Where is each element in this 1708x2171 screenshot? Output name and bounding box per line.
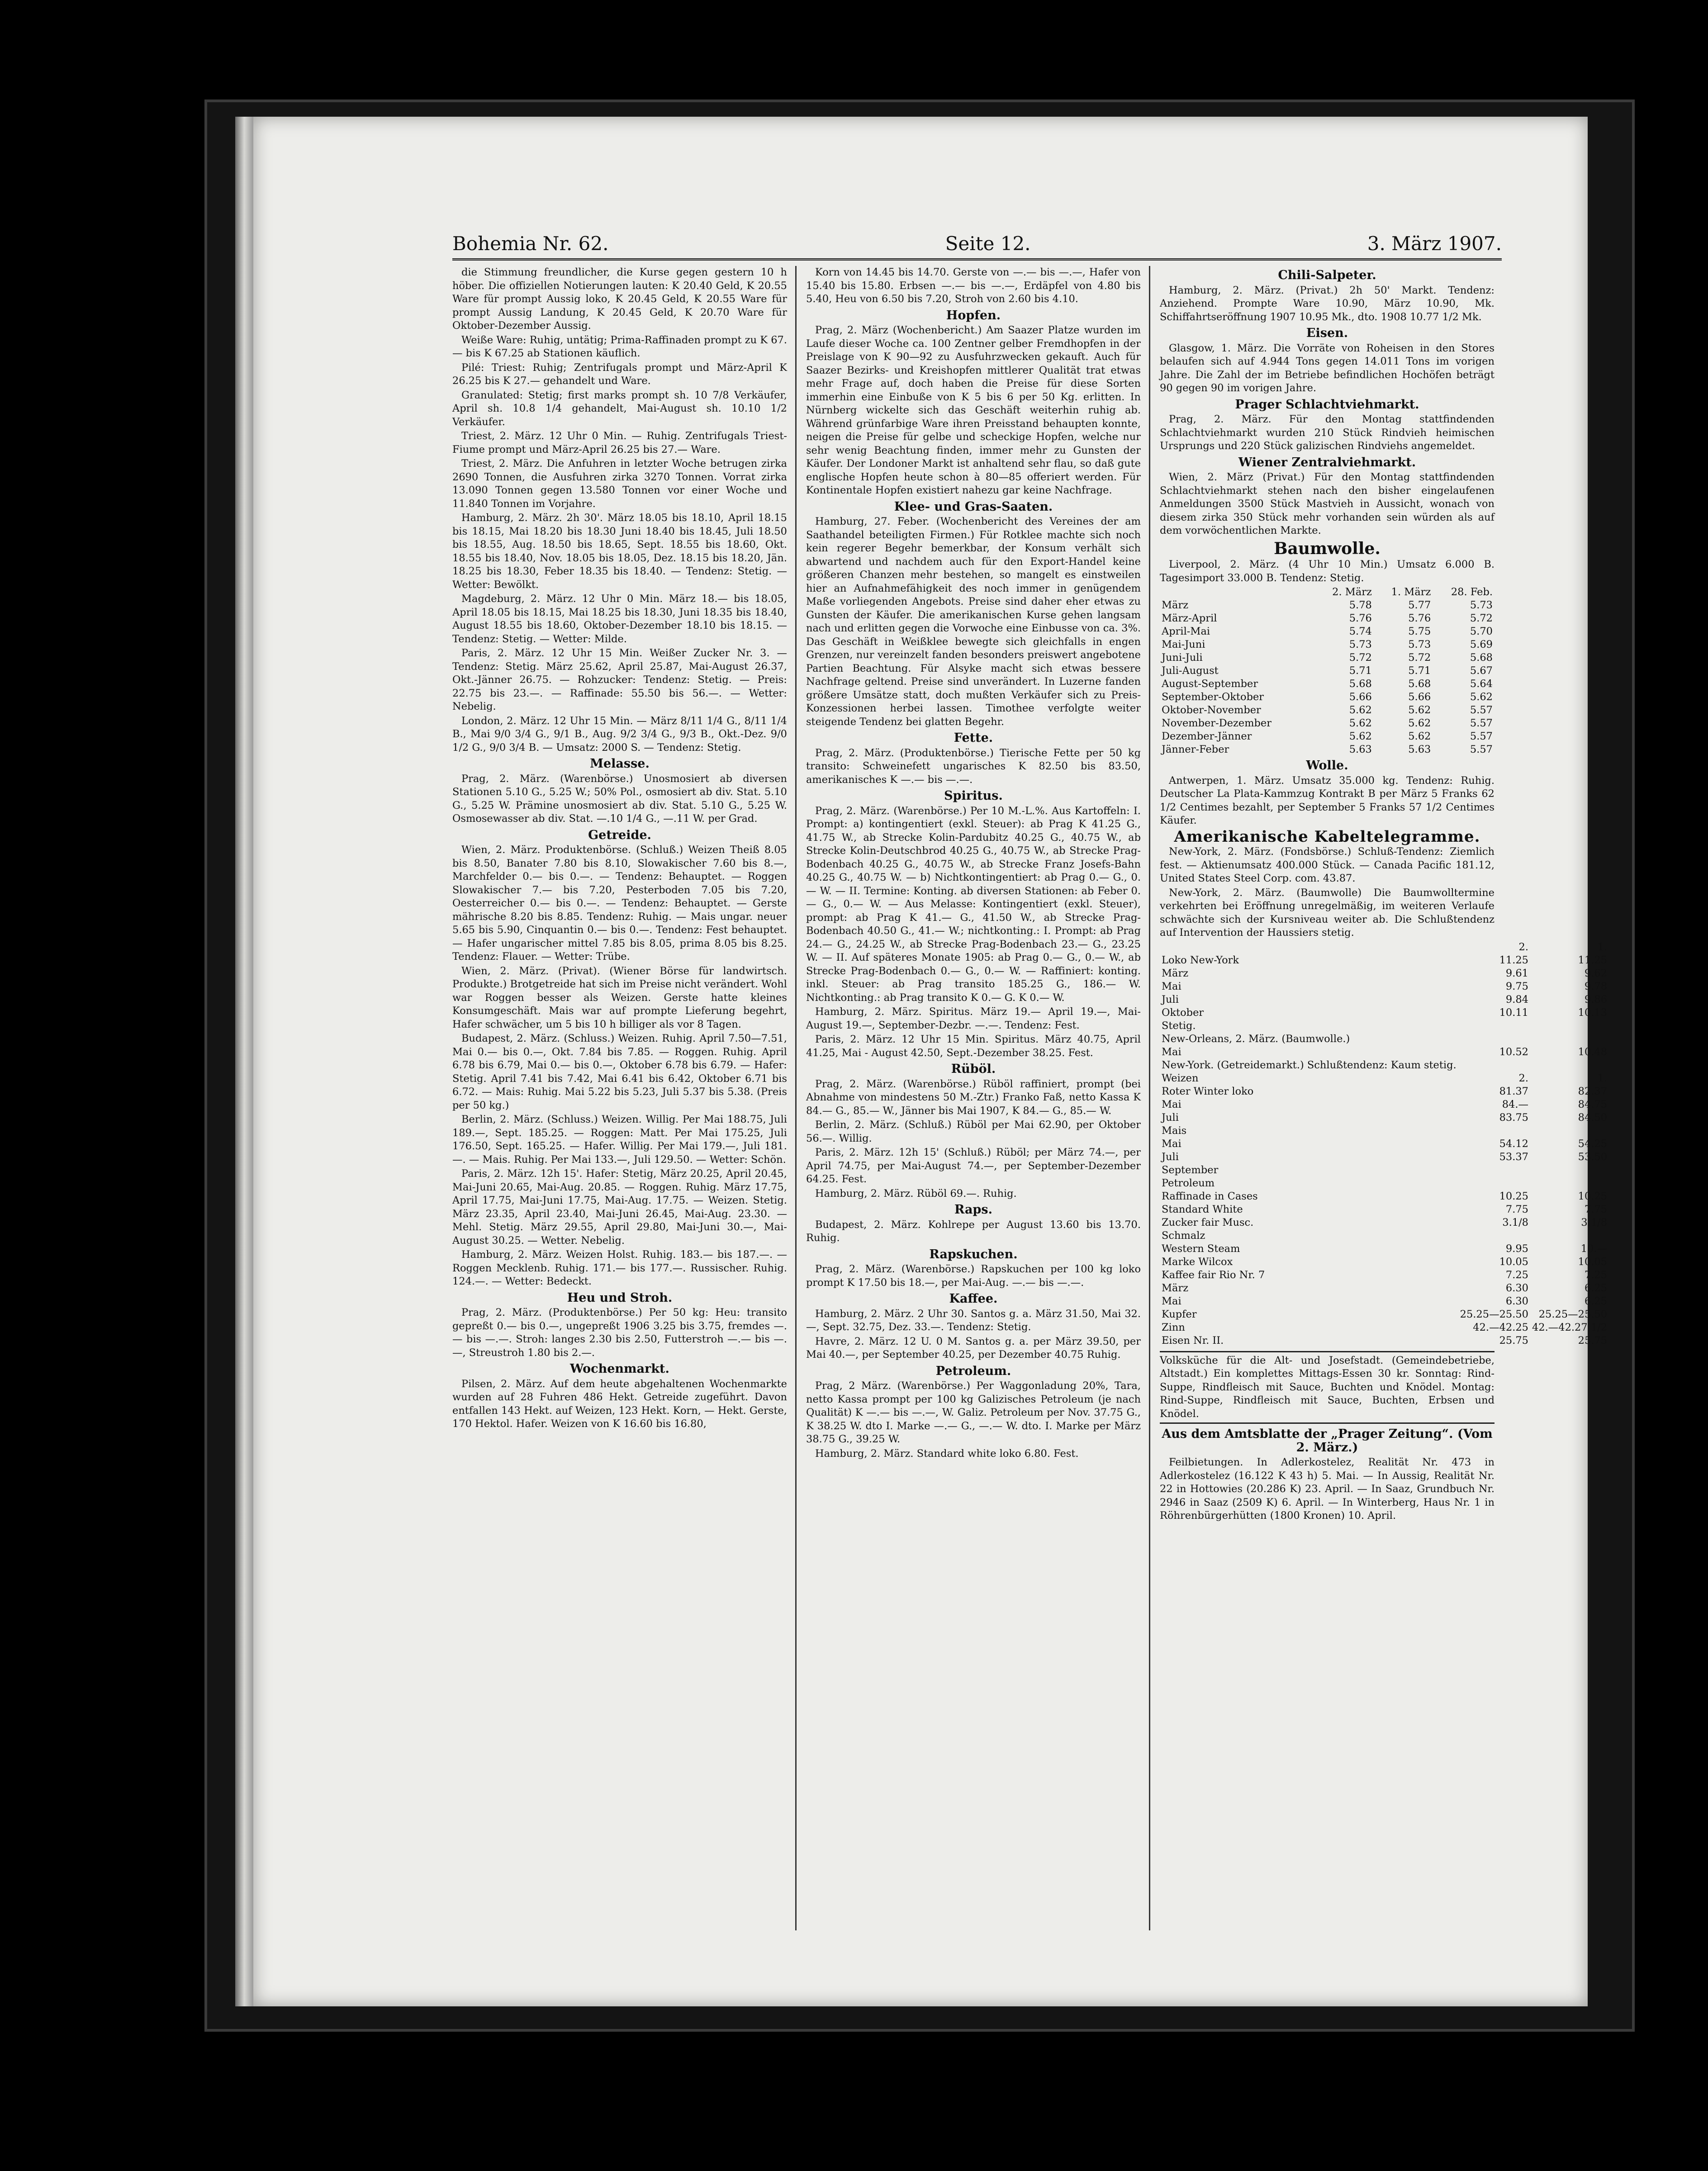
quote-value bbox=[1530, 1124, 1609, 1138]
quote-value: 5.73 bbox=[1470, 599, 1493, 611]
table-row bbox=[1160, 1334, 1609, 1347]
quote-value: 25.25—25.50 bbox=[1460, 1308, 1528, 1320]
row-label: Roter Winter loko bbox=[1162, 1085, 1254, 1097]
article-paragraph: Prag, 2 März. (Warenbörse.) Per Waggonladung 20%, Tara, netto Kassa prompt per 100 kg Galizisches Petroleum (je nach Qualität) K —.— bis —.—, W. Galiz. Petroleum per Nov. 37.75 G., K 38.25 W. dto I. Marke —.— G., —.— W. dto. I. Marke per März 38.75 G., 39.25 W. bbox=[806, 1380, 1141, 1445]
row-label: Western Steam bbox=[1162, 1242, 1240, 1255]
quote-value: 11.25 bbox=[1578, 954, 1608, 966]
quote-value: 54.25 bbox=[1578, 1138, 1608, 1150]
column-3 bbox=[1160, 266, 1608, 1930]
quote-value: 9.84 bbox=[1505, 993, 1528, 1005]
section-heading: Getreide. bbox=[588, 828, 651, 842]
section-heading: Kaffee. bbox=[949, 1292, 998, 1306]
row-label: Dezember-Jänner bbox=[1162, 730, 1252, 742]
article-paragraph: Triest, 2. März. 12 Uhr 0 Min. — Ruhig. Zentrifugals Triest-Fiume prompt und März-April 26.25 bis 27.— Ware. bbox=[452, 430, 787, 455]
quote-value bbox=[1458, 1124, 1530, 1138]
row-label: Mai bbox=[1162, 1046, 1181, 1058]
quote-value: 6.25 bbox=[1584, 1295, 1608, 1307]
table-row bbox=[1160, 1072, 1609, 1085]
article-paragraph: Weiße Ware: Ruhig, untätig; Prima-Raffinaden prompt zu K 67.— bis K 67.25 ab Stationen käuflich. bbox=[452, 334, 787, 359]
article-paragraph: Havre, 2. März. 12 U. 0 M. Santos g. a. per März 39.50, per Mai 40.—, per September 40.25, per Dezember 40.75 Ruhig. bbox=[806, 1335, 1141, 1360]
row-label: Jänner-Feber bbox=[1162, 744, 1229, 755]
quote-value: 3.1/8 bbox=[1581, 1216, 1608, 1228]
quote-value: 7.75 bbox=[1584, 1203, 1608, 1215]
quote-value: 54.12 bbox=[1499, 1138, 1528, 1150]
table-row bbox=[1160, 993, 1609, 1006]
quote-value bbox=[1530, 1229, 1609, 1242]
article-paragraph: Pilsen, 2. März. Auf dem heute abgehaltenen Wochenmarkte wurden auf 28 Fuhren 486 Hekt. Getreide zugeführt. Davon entfallen 143 Hekt. auf Weizen, 123 Hekt. Korn, — Hekt. Gerste, 170 Hektol. Hafer. Weizen von K 16.60 bis 16.80, bbox=[452, 1378, 787, 1430]
row-label: Mais bbox=[1162, 1124, 1187, 1137]
section-heading: Wiener Zentralviehmarkt. bbox=[1238, 455, 1416, 469]
section-heading: Rüböl. bbox=[951, 1062, 996, 1076]
table-row bbox=[1160, 1242, 1609, 1256]
quote-value: 9.95 bbox=[1505, 1242, 1528, 1255]
quote-value: 84.50 bbox=[1578, 1111, 1608, 1123]
quote-value: 7.75 bbox=[1505, 1203, 1528, 1215]
quote-value bbox=[1458, 1019, 1530, 1033]
section-heading: Klee- und Gras-Saaten. bbox=[894, 499, 1053, 514]
quote-value: 5.71 bbox=[1408, 665, 1431, 677]
article-paragraph: Prag, 2. März. (Warenbörse.) Unosmosiert ab diversen Stationen 5.10 G., 5.25 W.; 50% Pol., osmosiert ab div. Stat. 5.10 G., 5.25 W. Prämine unosmosiert ab div. Stat. 5.10 G., 5.25 W. Osmosewasser ab div. Stat. —.10 1/4 G., —.11 W. per Grad. bbox=[452, 773, 787, 825]
table-row bbox=[1160, 1203, 1609, 1216]
table-header-row bbox=[1160, 586, 1494, 599]
article-paragraph: Hamburg, 2. März. Standard white loko 6.80. Fest. bbox=[815, 1447, 1079, 1460]
quote-value: 84.75 bbox=[1578, 1098, 1608, 1110]
quote-value: 5.67 bbox=[1470, 665, 1493, 677]
quote-value: 5.62 bbox=[1349, 730, 1372, 742]
table-row bbox=[1160, 1190, 1609, 1203]
american-quotes-table bbox=[1160, 941, 1609, 1347]
issue-date: 3. März 1907. bbox=[1367, 232, 1502, 255]
row-label: März-April bbox=[1162, 612, 1217, 624]
row-label: Zinn bbox=[1162, 1321, 1185, 1333]
article-paragraph: Triest, 2. März. Die Anfuhren in letzter Woche betrugen zirka 2690 Tonnen, die Ausfuhren zirka 3270 Tonnen. Vorrat zirka 13.090 Tonnen gegen 13.580 Tonnen vor einer Woche und 11.840 Tonnen im Vorjahre. bbox=[452, 458, 787, 510]
row-label: New-York. (Getreidemarkt.) Schlußtendenz: Kaum stetig. bbox=[1162, 1059, 1457, 1071]
quote-value: 25.75 bbox=[1578, 1334, 1608, 1346]
quote-value: 5.76 bbox=[1349, 612, 1372, 624]
masthead-left: Bohemia Nr. 62. bbox=[452, 232, 609, 255]
quote-value: 10.13 bbox=[1578, 1006, 1608, 1019]
quote-value: 5.71 bbox=[1349, 665, 1372, 677]
article-paragraph: Hamburg, 2. März. 2 Uhr 30. Santos g. a. März 31.50, Mai 32.—, Sept. 32.75, Dez. 33.—. Tendenz: Stetig. bbox=[806, 1308, 1141, 1333]
article-paragraph: Prag, 2. März. (Produktenbörse.) Tierische Fette per 50 kg transito: Schweinefett ungarisches K 82.50 bis 83.50, amerikanisches K —.— bis —.—. bbox=[806, 747, 1141, 786]
quote-value: 10.25 bbox=[1499, 1190, 1528, 1202]
article-paragraph: Hamburg, 27. Feber. (Wochenbericht des Vereines der am Saathandel beteiligten Firmen.) Für Rotklee machte sich noch kein regerer Begehr bemerkbar, der Konsum verhält sich abwartend und nachdem auch für den Export-Handel keine größeren Chanzen mehr bestehen, so mangelt es einstweilen hier an Aufnahmefähigkeit des noch immer in genügendem Maße vorliegenden Angebots. Preise sind daher eher etwas zu Gunsten der Käufer. Die amerikanischen Kurse gehen langsam nach und erlitten gegen die Vorwoche eine Einbusse von ca. 3%. Das Geschäft in Weißklee bewegte sich gleichfalls in engen Grenzen, nur vereinzelt fanden besonders preiswert angebotene Partien Beachtung. Für Alsyke macht sich etwas bessere Nachfrage geltend. Preise sind unverändert. In Luzerne fanden größere Umsätze statt, doch mußten Verkäufer sich zu Preis-Konzessionen herbei lassen. Timothee verfolgte weiter steigende Tendenz bei glatten Begehr. bbox=[806, 516, 1141, 728]
quote-value: 6.30 bbox=[1505, 1282, 1528, 1294]
table-row bbox=[1160, 1059, 1609, 1072]
section-heading: Rapskuchen. bbox=[929, 1247, 1018, 1261]
article-paragraph: Korn von 14.45 bis 14.70. Gerste von —.— bis —.—, Hafer von 15.40 bis 15.80. Erbsen —.— bis —.—, Erdäpfel von 4.80 bis 5.40, Heu von 6.50 bis 7.20, Stroh von 2.60 bis 4.10. bbox=[806, 266, 1141, 305]
table-header-row bbox=[1160, 941, 1609, 954]
column-2 bbox=[806, 266, 1141, 1930]
section-heading: Wolle. bbox=[1306, 758, 1348, 773]
quote-value: 9.75 bbox=[1505, 980, 1528, 992]
page-header bbox=[452, 223, 1502, 261]
section-heading: Heu und Stroh. bbox=[567, 1290, 673, 1305]
table-row bbox=[1160, 1177, 1609, 1190]
article-paragraph: Glasgow, 1. März. Die Vorräte von Roheisen in den Stores belaufen sich auf 4.944 Tons gegen 14.011 Tons im vorigen Jahre. Die Zahl der im Betriebe befindlichen Hochöfen beträgt 90 gegen 90 im vorigen Jahre. bbox=[1160, 342, 1494, 394]
quote-value: 5.77 bbox=[1408, 599, 1431, 611]
article-paragraph: Prag, 2. März. (Warenbörse.) Per 10 M.-L.%. Aus Kartoffeln: I. Prompt: a) kontingentiert (exkl. Steuer): ab Prag K 41.25 G., 41.75 W., ab Strecke Kolin-Pardubitz 40.25 G., 40.75 W., ab Strecke Kolin-Deutschbrod 40.25 G., 40.75 W., ab Strecke Prag-Bodenbach 40.25 G., 40.75 W., ab Strecke Franz Josefs-Bahn 40.25 G., 40.75 W. — b) Nichtkontingentiert: ab Prag 0.— G., 0.— W. — II. Termine: Konting. ab diversen Stationen: ab Feber 0.— G., 0.— W. — Aus Melasse: Kontingentiert (exkl. Steuer), prompt: ab Prag K 41.— G., 41.50 W., ab Strecke Prag-Bodenbach 40.50 G., 41.— W.; nichtkonting.: I. Prompt: ab Prag 24.— G., 24.25 W., ab Strecke Prag-Bodenbach 23.— G., 23.25 W. — II. Auf späteres Monate 1905: ab Prag 0.— G., 0.— W., ab Strecke Prag-Bodenbach 0.— G., 0.— W. — Raffiniert: konting. inkl. Steuer: ab Prag transito 185.25 G., 186.— W. Nichtkonting.: ab Prag transito K 0.— G. K 0.— W. bbox=[806, 805, 1141, 1004]
quote-value: 9.62 bbox=[1584, 967, 1608, 979]
table-row bbox=[1160, 743, 1494, 756]
quote-value: 2. bbox=[1518, 1072, 1528, 1084]
quote-value: 9.61 bbox=[1505, 967, 1528, 979]
newspaper-page bbox=[253, 117, 1608, 2006]
quote-value bbox=[1458, 1033, 1530, 1046]
article-paragraph: London, 2. März. 12 Uhr 15 Min. — März 8/11 1/4 G., 8/11 1/4 B., Mai 9/0 3/4 G., 9/1 B., Aug. 9/2 3/4 G., 9/3 B., Okt.-Dez. 9/0 1/2 G., 9/0 3/4 B. — Umsatz: 2000 S. — Tendenz: Stetig. bbox=[452, 715, 787, 754]
table-row bbox=[1160, 967, 1609, 980]
quote-value: 5.68 bbox=[1470, 652, 1493, 664]
table-row bbox=[1160, 1138, 1609, 1151]
quote-value: 5.74 bbox=[1349, 626, 1372, 637]
row-label: Eisen Nr. II. bbox=[1162, 1334, 1224, 1346]
column-rule bbox=[795, 266, 797, 1930]
quote-value bbox=[1530, 1164, 1609, 1177]
row-label: Raffinade in Cases bbox=[1162, 1190, 1258, 1202]
column-header: 1. bbox=[1597, 941, 1608, 953]
article-paragraph: Antwerpen, 1. März. Umsatz 35.000 kg. Tendenz: Ruhig. Deutscher La Plata-Kammzug Kontrakt B per März 5 Franks 62 1/2 Centimes bezahlt, per September 5 Franks 57 1/2 Centimes Käufer. bbox=[1160, 774, 1494, 826]
quote-value: 5.68 bbox=[1408, 678, 1431, 690]
row-label: Standard White bbox=[1162, 1203, 1243, 1215]
quote-value: 10.05 bbox=[1499, 1256, 1528, 1268]
quote-value: 5.72 bbox=[1470, 612, 1493, 624]
quote-value: 9.78 bbox=[1584, 980, 1608, 992]
section-heading: Aus dem Amtsblatte der „Prager Zeitung“. (Vom 2. März.) bbox=[1162, 1427, 1493, 1455]
row-label: April-Mai bbox=[1162, 626, 1210, 637]
quote-value bbox=[1530, 1177, 1609, 1190]
table-row bbox=[1160, 730, 1494, 743]
quote-value: 10.48 bbox=[1578, 1046, 1608, 1058]
quote-value: 3.1/8 bbox=[1502, 1216, 1528, 1228]
table-row bbox=[1160, 1216, 1609, 1229]
article-paragraph: Hamburg, 2. März. Rüböl 69.—. Ruhig. bbox=[815, 1187, 1017, 1199]
column-header: 2. bbox=[1518, 941, 1528, 953]
article-paragraph: Paris, 2. März. 12h 15' (Schluß.) Rüböl; per März 74.—, per April 74.75, per Mai-August 74.—, per September-Dezember 64.25. Fest. bbox=[806, 1147, 1141, 1185]
column-3-top bbox=[1160, 269, 1494, 585]
article-paragraph: Hamburg, 2. März. 2h 30'. März 18.05 bis 18.10, April 18.15 bis 18.15, Mai 18.20 bis 18.30 Juni 18.40 bis 18.45, Juli 18.50 bis 18.55, Aug. 18.50 bis 18.65, Sept. 18.55 bis 18.60, Okt. 18.55 bis 18.40, Nov. 18.05 bis 18.05, Dez. 18.15 bis 18.20, Jän. 18.25 bis 18.30, Feber 18.35 bis 18.40. — Tendenz: Stetig. — Wetter: Bewölkt. bbox=[452, 512, 787, 591]
quote-value: 5.62 bbox=[1408, 730, 1431, 742]
row-label: Oktober bbox=[1162, 1006, 1204, 1019]
table-row bbox=[1160, 651, 1494, 664]
row-label: September-Oktober bbox=[1162, 691, 1264, 703]
row-label: Juni-Juli bbox=[1162, 652, 1203, 664]
row-label: August-September bbox=[1162, 678, 1258, 690]
section-heading: Melasse. bbox=[590, 757, 650, 771]
article-paragraph: Wien, 2. März (Privat.) Für den Montag stattfindenden Schlachtviehmarkt stehen nach den bisher eingelaufenen Anmeldungen 3500 Stück Mastvieh in Aussicht, wonach von diesem zirka 350 Stück mehr vorhanden sein würden als auf dem vorwöchentlichen Markte. bbox=[1160, 471, 1494, 536]
quote-value: 5.73 bbox=[1349, 639, 1372, 650]
quote-value: 7.25 bbox=[1584, 1269, 1608, 1281]
table-row bbox=[1160, 599, 1494, 612]
quote-value: 6.25 bbox=[1584, 1282, 1608, 1294]
article-paragraph: Prag, 2. März (Wochenbericht.) Am Saazer Platze wurden im Laufe dieser Woche ca. 100 Zentner gelber Fremdhopfen in der Preislage von K 90—92 zu Ausfuhrzwecken gekauft. Auch für Saazer Bezirks- und Kreishopfen mittlerer Qualität trat etwas mehr Frage auf, doch haben die Preise für diese Sorten immerhin eine Einbuße von K 5 bis 6 per 50 Kg. erlitten. In Nürnberg wickelte sich das Geschäft weiterhin ruhig ab. Während grünfarbige Ware ihren Preisstand behaupten konnte, neigen die Preise für gelbe und scheckige Hopfen, welche nur sehr wenig Beachtung finden, immer mehr zu Gunsten der Käufer. Der Londoner Markt ist anhaltend sehr flau, so daß gute englische Hopfen heute schon à 80—85 offeriert werden. Für Kontinentale Hopfen existiert nahezu gar keine Nachfrage. bbox=[806, 324, 1141, 496]
table-row bbox=[1160, 1006, 1609, 1019]
liverpool-cotton-table bbox=[1160, 586, 1494, 756]
quote-value: 5.68 bbox=[1349, 678, 1372, 690]
quote-value: 5.63 bbox=[1408, 744, 1431, 755]
table-row bbox=[1160, 1229, 1609, 1242]
article-paragraph: Berlin, 2. März. (Schluß.) Rüböl per Mai 62.90, per Oktober 56.—. Willig. bbox=[806, 1119, 1141, 1144]
quote-value: 5.75 bbox=[1408, 626, 1431, 637]
table-row bbox=[1160, 1321, 1609, 1334]
quote-value: 5.72 bbox=[1408, 652, 1431, 664]
quote-value: 10.52 bbox=[1499, 1046, 1528, 1058]
row-label: Zucker fair Musc. bbox=[1162, 1216, 1254, 1228]
article-paragraph: Budapest, 2. März. (Schluss.) Weizen. Ruhig. April 7.50—7.51, Mai 0.— bis 0.—, Okt. 7.84 bis 7.85. — Roggen. Ruhig. April 6.78 bis 6.79, Mai 0.— bis 0.—, Oktober 6.78 bis 6.79. — Hafer: Stetig. April 7.41 bis 7.42, Mai 6.41 bis 6.42, Oktober 6.71 bis 6.72. — Mais: Ruhig. Mai 5.22 bis 5.23, Juli 5.37 bis 5.38. (Preis per 50 kg.) bbox=[452, 1033, 787, 1111]
quote-value: 10.11 bbox=[1499, 1006, 1528, 1019]
table-row bbox=[1160, 1046, 1609, 1059]
quote-value: 5.62 bbox=[1408, 717, 1431, 729]
table-row bbox=[1160, 1308, 1609, 1321]
row-label: Mai-Juni bbox=[1162, 639, 1205, 650]
row-label: New-Orleans, 2. März. (Baumwolle.) bbox=[1162, 1033, 1350, 1045]
table-row bbox=[1160, 1111, 1609, 1124]
quote-value: 5.62 bbox=[1408, 704, 1431, 716]
table-row bbox=[1160, 612, 1494, 625]
article-paragraph: New-York, 2. März. (Fondsbörse.) Schluß-Tendenz: Ziemlich fest. — Aktienumsatz 400.000 Stück. — Canada Pacific 181.12, United States Steel Corp. com. 43.87. bbox=[1160, 846, 1494, 884]
table-row bbox=[1160, 1019, 1609, 1033]
row-label: Kaffee fair Rio Nr. 7 bbox=[1162, 1269, 1265, 1281]
quote-value bbox=[1458, 1177, 1530, 1190]
table-row bbox=[1160, 638, 1494, 651]
quote-value: 5.63 bbox=[1349, 744, 1372, 755]
quote-value bbox=[1458, 1164, 1530, 1177]
row-label: Stetig. bbox=[1162, 1019, 1196, 1032]
row-label: Juli bbox=[1162, 1151, 1179, 1163]
article-paragraph: Wien, 2. März. Produktenbörse. (Schluß.) Weizen Theiß 8.05 bis 8.50, Banater 7.80 bis 8.10, Slowakischer 7.60 bis 8.—, Marchfelder 0.— bis 0.—. — Tendenz: Behauptet. — Roggen Slowakischer 7.— bis 7.20, Pesterboden 7.05 bis 7.20, Oesterreicher 0.— bis 0.—. — Tendenz: Behauptet. — Gerste mährische 8.20 bis 8.85. Tendenz: Ruhig. — Mais ungar. neuer 5.65 bis 5.90, Cinquantin 0.— bis 0.—. Tendenz: Fest behauptet. — Hafer ungarischer mittel 7.85 bis 8.05, prima 8.05 bis 8.25. Tendenz: Flauer. — Wetter: Trübe. bbox=[452, 844, 787, 962]
notice-box: Volksküche für die Alt- und Josefstadt. (Gemeindebetriebe, Altstadt.) Ein komplettes Mittags-Essen 30 kr. Sonntag: Rind-Suppe, Rindfleisch mit Sauce, Buchten und Knödel. Montag: Rind-Suppe, Rindfleisch mit Sauce, Buchten, Erbsen und Knödel. bbox=[1160, 1351, 1494, 1424]
table-row bbox=[1160, 980, 1609, 993]
article-paragraph: Prag, 2. März. Für den Montag stattfindenden Schlachtviehmarkt wurden 210 Stück Rindvieh heimischen Ursprungs und 220 Stück galizischen Rindviehs angemeldet. bbox=[1160, 413, 1494, 452]
row-label: Loko New-York bbox=[1162, 954, 1239, 966]
quote-value: 5.73 bbox=[1408, 639, 1431, 650]
article-paragraph: Feilbietungen. In Adlerkostelez, Realität Nr. 473 in Adlerkostelez (16.122 K 43 h) 5. Mai. — In Aussig, Realität Nr. 22 in Hottowies (20.286 K) 23. April. — In Saaz, Grundbuch Nr. 2946 in Saaz (2509 K) 6. April. — In Winterberg, Haus Nr. 1 in Röhrenbürgerhütten (1800 Kronen) 10. April. bbox=[1160, 1456, 1494, 1522]
article-paragraph: Berlin, 2. März. (Schluss.) Weizen. Willig. Per Mai 188.75, Juli 189.—, Sept. 185.25. — Roggen: Matt. Per Mai 175.25, Juli 176.50, Sept. 165.25. — Hafer. Willig. Per Mai 179.—, Juli 181.—. — Mais. Ruhig. Per Mai 133.—, Juli 129.50. — Wetter: Schön. bbox=[452, 1114, 787, 1166]
quote-value: 5.62 bbox=[1349, 704, 1372, 716]
section-heading: Chili-Salpeter. bbox=[1278, 268, 1376, 282]
quote-value: 5.70 bbox=[1470, 626, 1493, 637]
quote-value: 10.25 bbox=[1578, 1190, 1608, 1202]
table-row bbox=[1160, 954, 1609, 967]
quote-value: 53.37 bbox=[1499, 1151, 1528, 1163]
article-paragraph: Magdeburg, 2. März. 12 Uhr 0 Min. März 18.— bis 18.05, April 18.05 bis 18.15, Mai 18.25 bis 18.30, Juni 18.35 bis 18.40, August 18.55 bis 18.60, Oktober-Dezember 18.10 bis 18.15. — Tendenz: Stetig. — Wetter: Milde. bbox=[452, 593, 787, 645]
section-heading: Petroleum. bbox=[935, 1364, 1011, 1378]
table-row bbox=[1160, 1164, 1609, 1177]
article-paragraph: Hamburg, 2. März. (Privat.) 2h 50' Markt. Tendenz: Anziehend. Prompte Ware 10.90, März 10.90, Mk. Schiffahrtseröffnung 1907 10.95 Mk., dto. 1908 10.77 1/2 Mk. bbox=[1160, 284, 1494, 323]
row-label: Weizen bbox=[1162, 1072, 1199, 1084]
quote-value: 5.64 bbox=[1470, 678, 1493, 690]
column-header: 2. März bbox=[1332, 586, 1372, 598]
article-paragraph: New-York, 2. März. (Baumwolle) Die Baumwolltermine verkehrten bei Eröffnung unregelmäßig, im weiteren Verlaufe schwächte sich der Kursniveau weiter ab. Die Schlußtendenz auf Intervention der Haussiers stetig. bbox=[1160, 886, 1494, 939]
row-label: März bbox=[1162, 599, 1189, 611]
quote-value: 5.66 bbox=[1408, 691, 1431, 703]
table-row bbox=[1160, 1033, 1609, 1046]
quote-value: 5.78 bbox=[1349, 599, 1372, 611]
table-row bbox=[1160, 1098, 1609, 1111]
section-heading: Fette. bbox=[954, 731, 993, 745]
table-row bbox=[1160, 1085, 1609, 1098]
row-label: November-Dezember bbox=[1162, 717, 1272, 729]
quote-value: 53.50 bbox=[1578, 1151, 1608, 1163]
quote-value: 5.57 bbox=[1470, 717, 1493, 729]
article-paragraph: Paris, 2. März. 12h 15'. Hafer: Stetig, März 20.25, April 20.45, Mai-Juni 20.65, Mai-Aug. 20.85. — Roggen. Ruhig. März 17.75, April 17.75, Mai-Juni 17.75, Mai-Aug. 17.75. — Weizen. Stetig. März 23.35, April 23.40, Mai-Juni 26.45, Mai-Aug. 23.30. — Mehl. Stetig. März 29.55, April 29.80, Mai-Juni 30.—, Mai-August 30.25. — Wetter. Nebelig. bbox=[452, 1168, 787, 1247]
row-label: Oktober-November bbox=[1162, 704, 1261, 716]
article-paragraph: Paris, 2. März. 12 Uhr 15 Min. Spiritus. März 40.75, April 41.25, Mai - August 42.50, Sept.-Dezember 38.25. Fest. bbox=[806, 1033, 1141, 1059]
table-row bbox=[1160, 691, 1494, 704]
row-label: März bbox=[1162, 967, 1189, 979]
quote-value: 81.37 bbox=[1499, 1085, 1528, 1097]
section-heading: Wochenmarkt. bbox=[570, 1362, 669, 1376]
article-paragraph: Prag, 2. März. (Warenbörse.) Rüböl raffiniert, prompt (bei Abnahme von mindestens 50 M.-Ztr.) Franko Faß, netto Kassa K 84.— G., 85.— W., Jänner bis Mai 1907, K 84.— G., 85.— W. bbox=[806, 1078, 1141, 1117]
quote-value bbox=[1530, 1059, 1609, 1072]
article-paragraph: Prag, 2. März. (Produktenbörse.) Per 50 kg: Heu: transito gepreßt 0.— bis 0.—, ungepreßt 1906 3.25 bis 3.75, fremdes —.— bis —.—. Stroh: langes 2.30 bis 2.50, Futterstroh —.— bis —.—, Streustroh 1.80 bis 2.—. bbox=[452, 1307, 787, 1359]
row-label: Kupfer bbox=[1162, 1308, 1197, 1320]
section-heading: Raps. bbox=[954, 1203, 993, 1217]
quote-value: 10.— bbox=[1580, 1242, 1608, 1255]
quote-value bbox=[1530, 1033, 1609, 1046]
table-row bbox=[1160, 717, 1494, 730]
table-row bbox=[1160, 1295, 1609, 1308]
section-heading: Spiritus. bbox=[944, 789, 1003, 803]
row-label: Mai bbox=[1162, 1295, 1181, 1307]
quote-value: 10.05 bbox=[1578, 1256, 1608, 1268]
quote-value: 83.75 bbox=[1499, 1111, 1528, 1123]
row-label: Schmalz bbox=[1162, 1229, 1205, 1242]
table-row bbox=[1160, 704, 1494, 717]
quote-value: 5.57 bbox=[1470, 744, 1493, 755]
row-label: Mai bbox=[1162, 1138, 1181, 1150]
article-paragraph: Budapest, 2. März. Kohlrepe per August 13.60 bis 13.70. Ruhig. bbox=[806, 1218, 1141, 1244]
article-paragraph: Pilé: Triest: Ruhig; Zentrifugals prompt und März-April K 26.25 bis K 27.— gehandelt und Ware. bbox=[452, 361, 787, 387]
row-label: Juli bbox=[1162, 1111, 1179, 1123]
quote-value: 7.25 bbox=[1505, 1269, 1528, 1281]
article-paragraph: Prag, 2. März. (Warenbörse.) Rapskuchen per 100 kg loko prompt K 17.50 bis 18.—, per Mai-Aug. —.— bis —.—. bbox=[806, 1263, 1141, 1289]
column-header bbox=[1160, 586, 1314, 599]
table-row bbox=[1160, 1269, 1609, 1282]
section-heading: Eisen. bbox=[1306, 326, 1348, 340]
quote-value: 5.69 bbox=[1470, 639, 1493, 650]
column-header: 1. März bbox=[1391, 586, 1431, 598]
section-heading: Hopfen. bbox=[946, 308, 1001, 322]
quote-value: 42.—42.27 1/2 bbox=[1532, 1321, 1608, 1333]
section-heading: Baumwolle. bbox=[1274, 539, 1381, 558]
table-row bbox=[1160, 625, 1494, 638]
row-label: Mai bbox=[1162, 980, 1181, 992]
column-3-bottom bbox=[1160, 1351, 1494, 1523]
article-paragraph: Hamburg, 2. März. Spiritus. März 19.— April 19.—, Mai-August 19.—, September-Dezbr. —.—. Tendenz: Fest. bbox=[806, 1006, 1141, 1031]
table-row bbox=[1160, 664, 1494, 678]
table-row bbox=[1160, 678, 1494, 691]
column-header: 28. Feb. bbox=[1451, 586, 1493, 598]
table-row bbox=[1160, 1151, 1609, 1164]
quote-value: 6.30 bbox=[1505, 1295, 1528, 1307]
row-label: März bbox=[1162, 1282, 1189, 1294]
row-label: Juli-August bbox=[1162, 665, 1219, 677]
quote-value: 5.57 bbox=[1470, 730, 1493, 742]
quote-value: 5.72 bbox=[1349, 652, 1372, 664]
table-row bbox=[1160, 1256, 1609, 1269]
table-row bbox=[1160, 1282, 1609, 1295]
quote-value: 5.57 bbox=[1470, 704, 1493, 716]
article-paragraph: Hamburg, 2. März. Weizen Holst. Ruhig. 183.— bis 187.—. — Roggen Mecklenb. Ruhig. 171.— bis 177.—. Russischer. Ruhig. 124.—. — Wetter: Bedeckt. bbox=[452, 1249, 787, 1287]
column-1 bbox=[452, 266, 787, 1930]
page-number: Seite 12. bbox=[945, 232, 1031, 255]
quote-value: 9.86 bbox=[1584, 993, 1608, 1005]
quote-value: 1. bbox=[1597, 1072, 1608, 1084]
column-header bbox=[1160, 941, 1458, 954]
quote-value: 5.62 bbox=[1470, 691, 1493, 703]
column-rule bbox=[1149, 266, 1150, 1930]
row-label: September bbox=[1162, 1164, 1219, 1176]
quote-value: 84.— bbox=[1502, 1098, 1528, 1110]
quote-value: 5.66 bbox=[1349, 691, 1372, 703]
row-label: Marke Wilcox bbox=[1162, 1256, 1233, 1268]
section-heading: Amerikanische Kabeltelegramme. bbox=[1174, 827, 1480, 846]
quote-value: 25.25—25.50 bbox=[1538, 1308, 1608, 1320]
table-row bbox=[1160, 1124, 1609, 1138]
article-paragraph: Wien, 2. März. (Privat). (Wiener Börse für landwirtsch. Produkte.) Brotgetreide hat sich im Preise nicht verändert. Wohl war Roggen besser als Weizen. Gerste hatte kleines Konsumgeschäft. Mais war auf prompte Lieferung begehrt, Hafer schwächer, um 5 bis 10 h billiger als vor 8 Tagen. bbox=[452, 965, 787, 1030]
row-label: Petroleum bbox=[1162, 1177, 1215, 1189]
row-label: Mai bbox=[1162, 1098, 1181, 1110]
quote-value: 25.75 bbox=[1499, 1334, 1528, 1346]
article-paragraph: Paris, 2. März. 12 Uhr 15 Min. Weißer Zucker Nr. 3. — Tendenz: Stetig. März 25.62, April 25.87, Mai-August 26.37, Okt.-Jänner 26.75. — Rohzucker: Tendenz: Stetig. — Preis: 22.75 bis 23.—. — Raffinade: 55.50 bis 56.—. — Wetter: Nebelig. bbox=[452, 647, 787, 712]
quote-value: 82.37 bbox=[1578, 1085, 1608, 1097]
quote-value bbox=[1530, 1019, 1609, 1033]
quote-value bbox=[1458, 1229, 1530, 1242]
quote-value bbox=[1458, 1059, 1530, 1072]
quote-value: 5.62 bbox=[1349, 717, 1372, 729]
article-paragraph: die Stimmung freundlicher, die Kurse gegen gestern 10 h höber. Die offiziellen Notierungen lauten: K 20.40 Geld, K 20.55 Ware für prompt Aussig loko, K 20.45 Geld, K 20.55 Ware für prompt Aussig Landung, K 20.45 Geld, K 20.70 Ware für Oktober-Dezember Aussig. bbox=[452, 266, 787, 332]
quote-value: 42.—42.25 bbox=[1473, 1321, 1528, 1333]
article-paragraph: Liverpool, 2. März. (4 Uhr 10 Min.) Umsatz 6.000 B. Tagesimport 33.000 B. Tendenz: Stetig. bbox=[1160, 559, 1494, 584]
article-paragraph: Granulated: Stetig; first marks prompt sh. 10 7/8 Verkäufer, April sh. 10.8 1/4 gehandelt, Mai-August sh. 10.10 1/2 Verkäufer. bbox=[452, 389, 787, 428]
section-heading: Prager Schlachtviehmarkt. bbox=[1235, 397, 1419, 412]
row-label: Juli bbox=[1162, 993, 1179, 1005]
quote-value: 5.76 bbox=[1408, 612, 1431, 624]
quote-value: 11.25 bbox=[1499, 954, 1528, 966]
column-3-middle bbox=[1160, 759, 1494, 940]
